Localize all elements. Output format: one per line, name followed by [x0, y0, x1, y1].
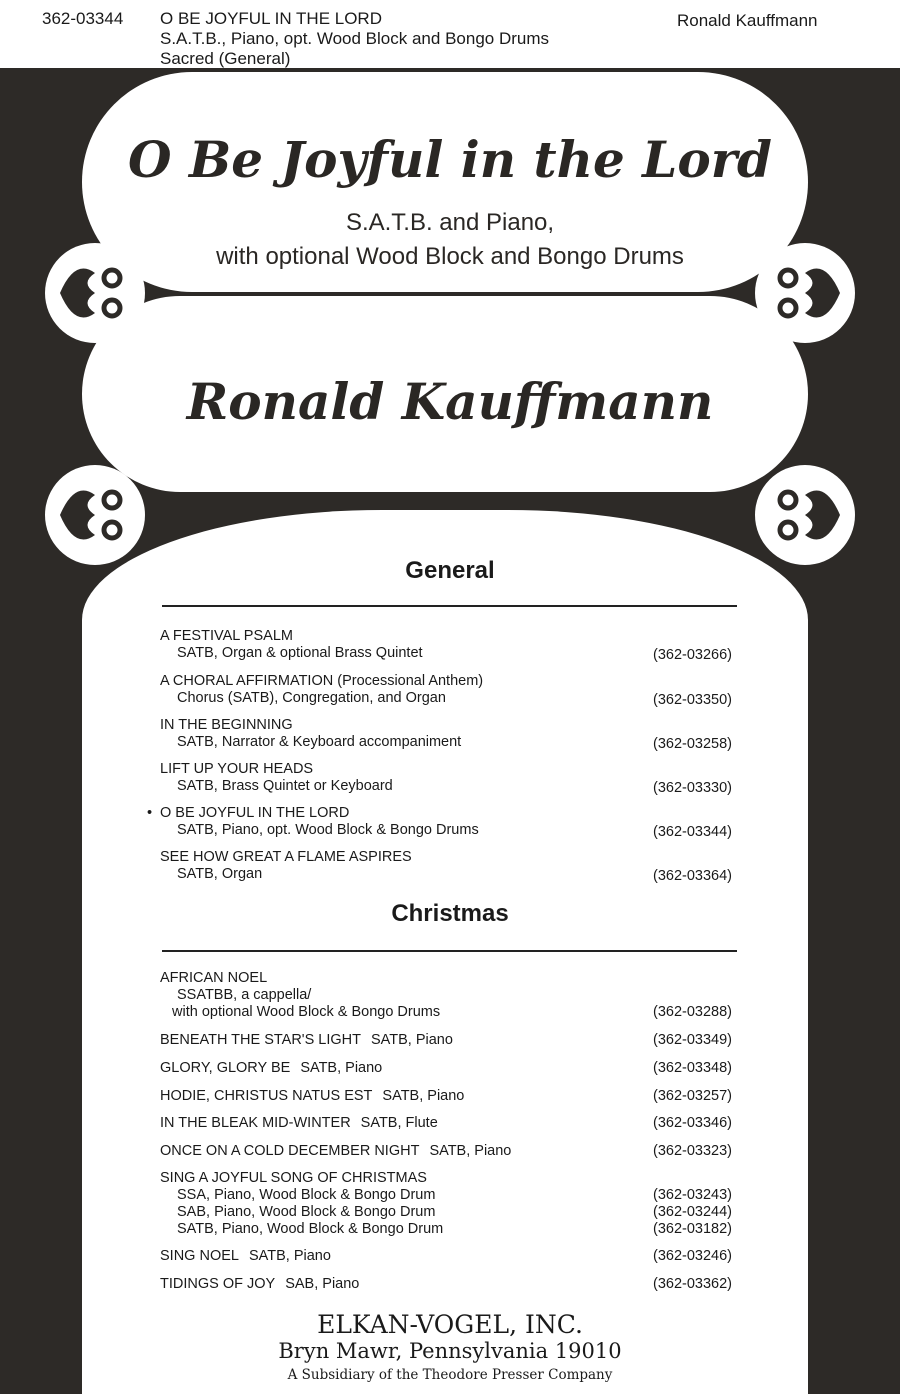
list-item: [160, 849, 735, 883]
list-item: [160, 1032, 735, 1049]
item-code: (362-03348): [653, 1060, 732, 1076]
item-code: (362-03257): [653, 1088, 732, 1104]
cover-subtitle-line-1: S.A.T.B. and Piano,: [345, 209, 555, 236]
general-rule: [162, 605, 737, 607]
item-title: O BE JOYFUL IN THE LORD: [160, 805, 350, 821]
item-code: (362-03323): [653, 1143, 732, 1159]
item-title: GLORY, GLORY BE: [160, 1060, 291, 1076]
item-voicing: SAB, Piano, Wood Block & Bongo Drum: [177, 1204, 436, 1220]
item-title: AFRICAN NOEL: [160, 970, 268, 986]
list-item: [160, 628, 735, 662]
item-title: IN THE BLEAK MID-WINTER: [160, 1115, 351, 1131]
item-code: (362-03364): [653, 868, 732, 884]
item-voicing: SSATBB, a cappella/: [177, 987, 312, 1003]
item-title: ONCE ON A COLD DECEMBER NIGHT: [160, 1143, 420, 1159]
item-code: (362-03246): [653, 1248, 732, 1264]
item-voicing: SATB, Piano, Wood Block & Bongo Drum: [177, 1221, 444, 1237]
list-item: [160, 1060, 735, 1077]
item-voicing: SATB, Piano: [382, 1088, 465, 1104]
item-code: (362-03350): [653, 692, 732, 708]
list-item: [160, 1143, 735, 1160]
item-title: HODIE, CHRISTUS NATUS EST: [160, 1088, 373, 1104]
item-code: (362-03288): [653, 1004, 732, 1020]
item-code: (362-03244): [653, 1204, 732, 1220]
header-composer: Ronald Kauffmann: [677, 11, 818, 30]
item-code: (362-03349): [653, 1032, 732, 1048]
header-strip: [0, 0, 900, 68]
item-voicing: with optional Wood Block & Bongo Drums: [172, 1004, 441, 1020]
publisher-note: A Subsidiary of the Theodore Presser Company: [287, 1367, 613, 1383]
header-voicing-line: S.A.T.B., Piano, opt. Wood Block and Bongo Drums: [160, 29, 549, 48]
right-ornament-lower-icon: [750, 460, 860, 570]
item-code: (362-03346): [653, 1115, 732, 1131]
item-voicing: Chorus (SATB), Congregation, and Organ: [177, 690, 446, 706]
publisher-location: Bryn Mawr, Pennsylvania 19010: [278, 1339, 622, 1363]
catalog-number: 362-03344: [42, 9, 124, 28]
item-voicing: SATB, Piano, opt. Wood Block & Bongo Drums: [177, 822, 479, 838]
item-code: (362-03258): [653, 736, 732, 752]
item-voicing: SSA, Piano, Wood Block & Bongo Drum: [177, 1187, 436, 1203]
item-title: SING NOEL: [160, 1248, 239, 1264]
bullet-icon: •: [147, 805, 153, 821]
list-item: [160, 1276, 735, 1293]
item-code: (362-03266): [653, 647, 732, 663]
item-title: BENEATH THE STAR'S LIGHT: [160, 1032, 361, 1048]
item-title: LIFT UP YOUR HEADS: [160, 761, 314, 777]
item-voicing: SATB, Piano: [429, 1143, 512, 1159]
christmas-rule: [162, 950, 737, 952]
item-title: A FESTIVAL PSALM: [160, 628, 293, 644]
cover-composer: Ronald Kauffmann: [186, 372, 714, 431]
header-category-line: Sacred (General): [160, 49, 291, 68]
item-title: A CHORAL AFFIRMATION (Processional Anthem): [160, 673, 484, 689]
cover-title: O Be Joyful in the Lord: [128, 130, 772, 189]
item-title: IN THE BEGINNING: [160, 717, 293, 733]
list-item: [160, 1088, 735, 1105]
item-title: TIDINGS OF JOY: [160, 1276, 276, 1292]
item-voicing: SATB, Organ: [177, 866, 263, 882]
item-voicing: SATB, Brass Quintet or Keyboard: [177, 778, 393, 794]
item-code: (362-03182): [653, 1221, 732, 1237]
general-heading: General: [405, 557, 495, 584]
item-code: (362-03344): [653, 824, 732, 840]
list-item: [160, 673, 735, 707]
list-item: [160, 1115, 735, 1132]
item-voicing: SATB, Flute: [360, 1115, 438, 1131]
item-voicing: SATB, Piano: [300, 1060, 383, 1076]
list-item: [160, 1170, 735, 1238]
list-item: [147, 805, 735, 840]
item-code: (362-03243): [653, 1187, 732, 1203]
item-voicing: SAB, Piano: [285, 1276, 360, 1292]
item-title: SEE HOW GREAT A FLAME ASPIRES: [160, 849, 412, 865]
cover-subtitle: [0, 206, 900, 274]
list-item: [160, 761, 735, 795]
item-voicing: SATB, Piano: [370, 1032, 453, 1048]
header-description: [160, 9, 549, 69]
cover-subtitle-line-2: with optional Wood Block and Bongo Drums: [216, 243, 684, 270]
christmas-heading: Christmas: [391, 900, 509, 927]
item-voicing: SATB, Piano: [248, 1248, 331, 1264]
item-voicing: SATB, Organ & optional Brass Quintet: [177, 645, 423, 661]
list-item: [160, 717, 735, 751]
item-code: (362-03362): [653, 1276, 732, 1292]
item-title: SING A JOYFUL SONG OF CHRISTMAS: [160, 1170, 427, 1186]
publisher-name: ELKAN-VOGEL, INC.: [317, 1310, 583, 1339]
header-title-line: O BE JOYFUL IN THE LORD: [160, 9, 382, 28]
list-item: [160, 1248, 735, 1265]
list-item: [160, 970, 735, 1021]
item-voicing: SATB, Narrator & Keyboard accompaniment: [177, 734, 462, 750]
item-code: (362-03330): [653, 780, 732, 796]
